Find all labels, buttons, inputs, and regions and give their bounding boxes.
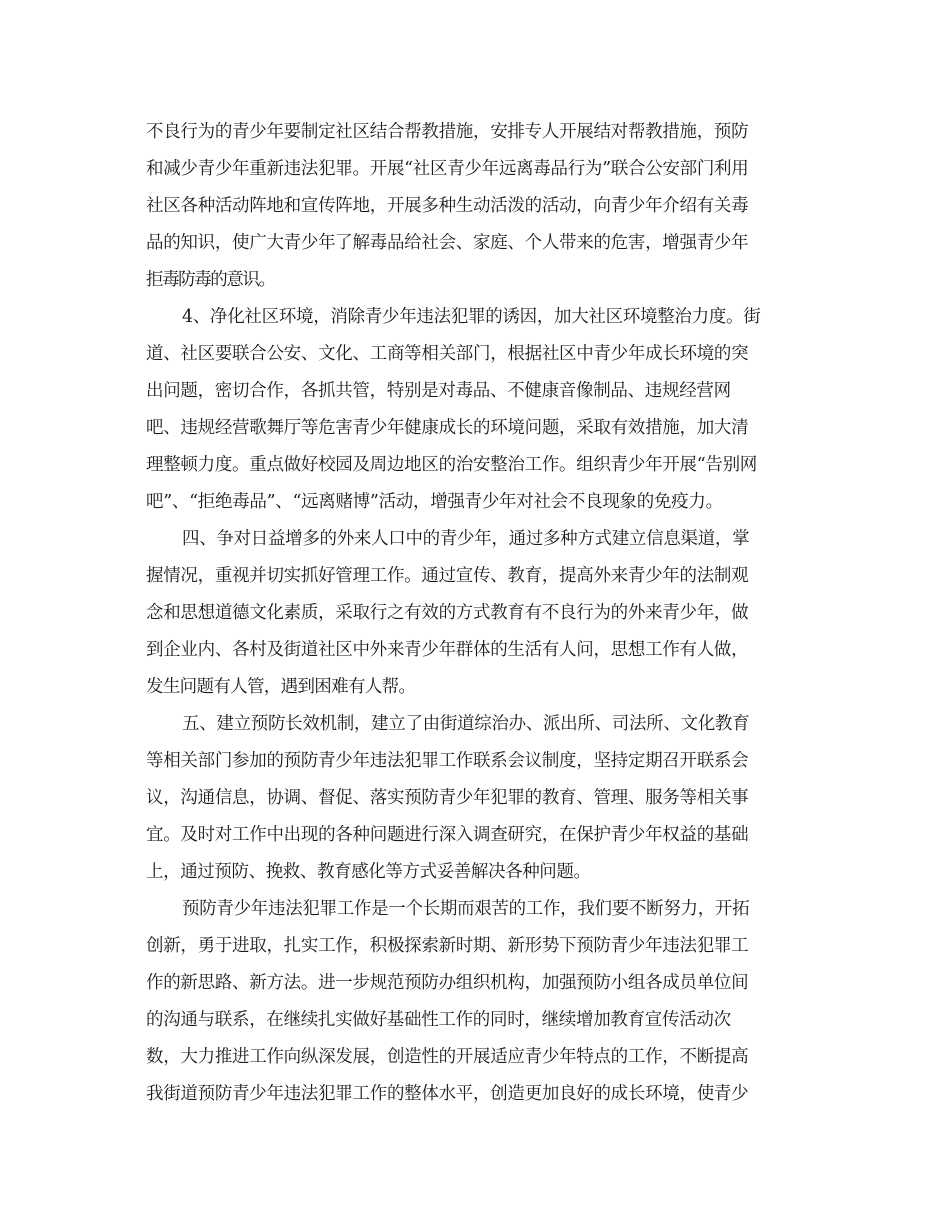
text-line: 不良行为的青少年要制定社区结合帮教措施，安排专人开展结对帮教措施，预防 [146,122,749,142]
text-line: 发生问题有人管，遇到困难有人帮。 [146,677,416,697]
text-line: 预防青少年违法犯罪工作是一个长期而艰苦的工作，我们要不断努力，开拓 [182,899,750,919]
text-line: 握情况，重视并切实抓好管理工作。通过宣传、教育，提高外来青少年的法制观 [146,566,749,586]
text-line: 念和思想道德文化素质，采取行之有效的方式教育有不良行为的外来青少年，做 [146,603,749,623]
text-line: 拒毒防毒的意识。 [146,270,275,290]
text-line: 社区各种活动阵地和宣传阵地，开展多种生动活泼的活动，向青少年介绍有关毒 [146,196,749,216]
paragraph [146,891,806,1113]
paragraph [146,114,806,299]
paragraph [146,521,806,706]
text-line: 吧、违规经营歌舞厅等危害青少年健康成长的环境问题，采取有效措施，加大清 [146,418,749,438]
paragraph [146,299,806,521]
text-line: 道、社区要联合公安、文化、工商等相关部门，根据社区中青少年成长环境的突 [146,344,749,364]
text-line: 五、建立预防长效机制，建立了由街道综治办、派出所、司法所、文化教育 [182,714,750,734]
text-line: 出问题，密切合作，各抓共管，特别是对毒品、不健康音像制品、违规经营网 [146,381,731,401]
text-line: 数，大力推进工作向纵深发展，创造性的开展适应青少年特点的工作，不断提高 [146,1047,749,1067]
paragraph [146,706,806,891]
text-line: 吧”、“拒绝毒品”、“远离赌博”活动，增强青少年对社会不良现象的免疫力。 [146,492,723,512]
text-line: 议，沟通信息，协调、督促、落实预防青少年犯罪的教育、管理、服务等相关事 [146,788,749,808]
text-line: 作的新思路、新方法。进一步规范预防办组织机构，加强预防小组各成员单位间 [146,973,749,993]
text-line: 上，通过预防、挽救、教育感化等方式妥善解决各种问题。 [146,862,591,882]
text-line: 理整顿力度。重点做好校园及周边地区的治安整治工作。组织青少年开展“告别网 [146,455,758,475]
text-line: 4、净化社区环境，消除青少年违法犯罪的诱因，加大社区环境整治力度。街 [182,307,761,327]
text-line: 品的知识，使广大青少年了解毒品给社会、家庭、个人带来的危害，增强青少年 [146,233,749,253]
text-line: 的沟通与联系，在继续扎实做好基础性工作的同时，继续增加教育宣传活动次 [146,1010,731,1030]
document-body [146,114,806,1113]
text-line: 到企业内、各村及街道社区中外来青少年群体的生活有人问，思想工作有人做， [146,640,749,660]
text-line: 创新，勇于进取，扎实工作，积极探索新时期、新形势下预防青少年违法犯罪工 [146,936,749,956]
text-line: 和减少青少年重新违法犯罪。开展“社区青少年远离毒品行为”联合公安部门利用 [146,159,749,179]
text-line: 等相关部门参加的预防青少年违法犯罪工作联系会议制度，坚持定期召开联系会 [146,751,749,771]
text-line: 四、争对日益增多的外来人口中的青少年，通过多种方式建立信息渠道，掌 [182,529,750,549]
text-line: 我街道预防青少年违法犯罪工作的整体水平，创造更加良好的成长环境，使青少 [146,1084,749,1104]
text-line: 宜。及时对工作中出现的各种问题进行深入调查研究，在保护青少年权益的基础 [146,825,749,845]
